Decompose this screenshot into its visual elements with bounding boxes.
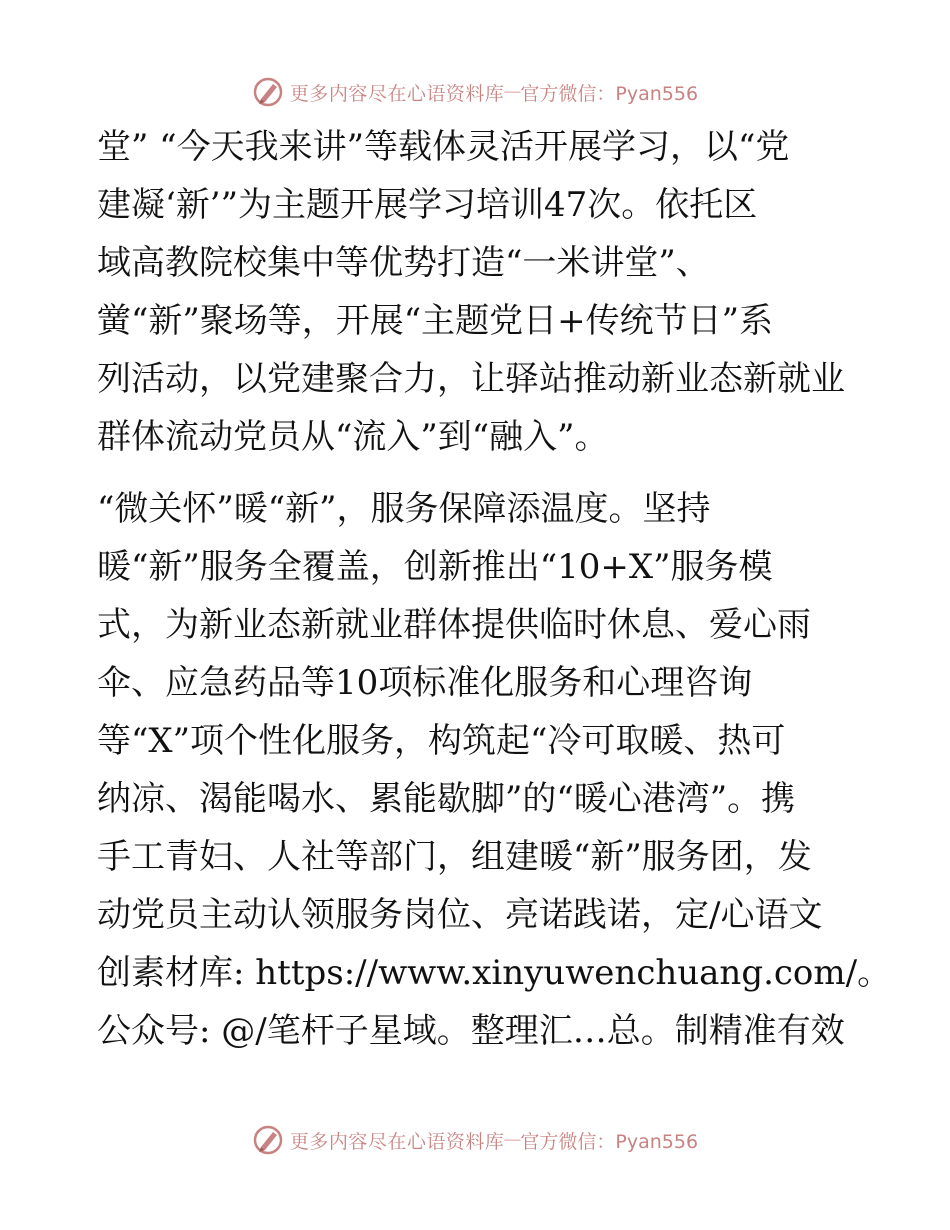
watermark-brand-text: 更多内容尽在心语资料库 xyxy=(289,82,505,105)
text-line: 手工青妇、人社等部门，组建暖“新”服务团，发 xyxy=(97,837,812,877)
text-line: 黉“新”聚场等，开展“主题党日+传统节日”系 xyxy=(97,301,774,341)
watermark-wechat: 官方微信：Pyan556 xyxy=(520,1130,699,1153)
text-line: 群体流动党员从“流入”到“融入”。 xyxy=(97,417,609,457)
text-line: 等“X”项个性化服务，构筑起“冷可取暖、热可 xyxy=(97,721,786,761)
paragraph-1 xyxy=(97,118,857,466)
paragraph-gap xyxy=(97,466,857,480)
text-line: 域高教院校集中等优势打造“一米讲堂”、 xyxy=(97,243,710,283)
document-body xyxy=(97,118,892,1060)
paragraph-2 xyxy=(97,480,892,1060)
text-line: 创素材库: https://www.xinyuwenchuang.com/。 xyxy=(97,953,892,993)
text-line: 暖“新”服务全覆盖，创新推出“10+X”服务模 xyxy=(97,547,773,587)
watermark-footer xyxy=(0,1120,950,1160)
watermark-separator: — xyxy=(504,83,521,100)
pen-circle-logo-icon xyxy=(252,1124,284,1156)
watermark-brand-text: 更多内容尽在心语资料库 xyxy=(289,1130,505,1153)
watermark-separator: — xyxy=(504,1131,521,1148)
text-line: 纳凉、渴能喝水、累能歇脚”的“暖心港湾”。携 xyxy=(97,779,796,819)
watermark-wechat: 官方微信：Pyan556 xyxy=(520,82,699,105)
text-line: 伞、应急药品等10项标准化服务和心理咨询 xyxy=(97,663,753,703)
text-line: 建凝‘新’”为主题开展学习培训47次。依托区 xyxy=(97,185,758,225)
text-line: 式，为新业态新就业群体提供临时休息、爱心雨 xyxy=(97,605,811,645)
text-line: “微关怀”暖“新”，服务保障添温度。坚持 xyxy=(97,489,711,529)
text-line: 列活动，以党建聚合力，让驿站推动新业态新就业 xyxy=(97,359,845,399)
text-line: 堂” “今天我来讲”等载体灵活开展学习，以“党 xyxy=(97,127,790,167)
pen-circle-logo-icon xyxy=(252,76,284,108)
watermark-header xyxy=(0,72,950,112)
text-line: 动党员主动认领服务岗位、亮诺践诺，定/心语文 xyxy=(97,895,823,935)
text-line: 公众号: @/笔杆子星域。整理汇…总。制精准有效 xyxy=(97,1011,845,1051)
